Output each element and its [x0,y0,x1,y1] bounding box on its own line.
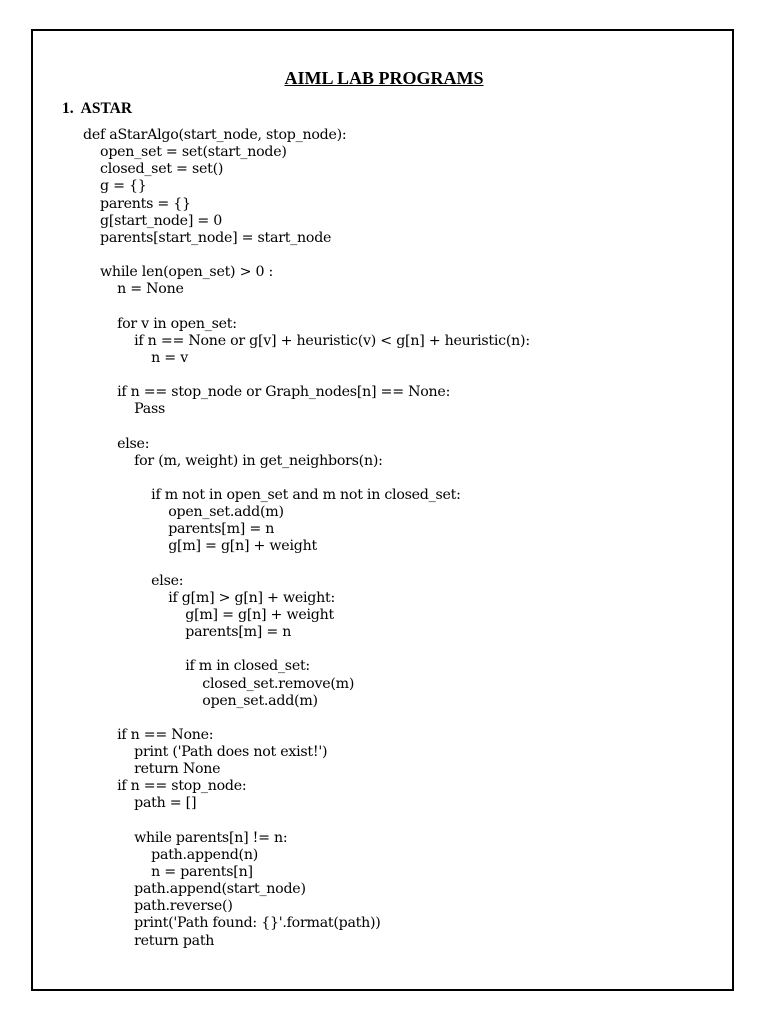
code-line: g[m] = g[n] + weight [83,606,334,623]
code-line: return None [83,761,221,778]
code-line: open_set.add(m) [83,504,284,521]
section-title: ASTAR [80,100,133,117]
code-line: if n == None or g[v] + heuristic(v) < g[n] + heuristic(n): [83,332,530,349]
code-line: g = {} [83,178,147,195]
code-line: if n == stop_node or Graph_nodes[n] == None: [83,384,451,401]
code-line [83,418,530,435]
code-line: n = parents[n] [83,864,253,881]
code-line: if m in closed_set: [83,658,310,675]
code-line: if n == None: [83,726,214,743]
code-line: g[m] = g[n] + weight [83,538,317,555]
code-line: Pass [83,401,166,418]
code-line [83,470,530,487]
section-heading [62,100,132,118]
code-line: else: [83,572,184,589]
code-line [83,641,530,658]
code-line: for (m, weight) in get_neighbors(n): [83,452,383,469]
code-line: parents[start_node] = start_node [83,229,332,246]
code-line [83,813,530,830]
code-line: path.append(n) [83,846,258,863]
code-line: parents[m] = n [83,521,275,538]
code-line: path = [] [83,795,197,812]
code-line: while len(open_set) > 0 : [83,264,274,281]
code-line [83,247,530,264]
code-line: while parents[n] != n: [83,829,288,846]
code-line: else: [83,435,150,452]
code-line: return path [83,932,215,949]
code-line [83,298,530,315]
code-line: for v in open_set: [83,315,237,332]
section-number: 1. [62,100,74,117]
code-line: print('Path found: {}'.format(path)) [83,915,381,932]
code-line: if n == stop_node: [83,778,247,795]
code-line: n = v [83,349,188,366]
code-line: print ('Path does not exist!') [83,744,328,761]
code-block [83,127,530,950]
code-line: if g[m] > g[n] + weight: [83,589,335,606]
code-line: path.reverse() [83,898,233,915]
code-line [83,367,530,384]
code-line: n = None [83,281,184,298]
code-line [83,710,530,727]
code-line: parents = {} [83,195,191,212]
code-line: open_set = set(start_node) [83,144,287,161]
code-line: path.append(start_node) [83,881,306,898]
code-line: if m not in open_set and m not in closed_set: [83,486,461,503]
code-line: closed_set = set() [83,161,224,178]
code-line [83,556,530,573]
code-line: closed_set.remove(m) [83,675,355,692]
code-line: g[start_node] = 0 [83,212,223,229]
document-title: AIML LAB PROGRAMS [284,68,484,88]
code-line: def aStarAlgo(start_node, stop_node): [83,127,347,143]
code-line: open_set.add(m) [83,692,318,709]
code-line: parents[m] = n [83,624,292,641]
